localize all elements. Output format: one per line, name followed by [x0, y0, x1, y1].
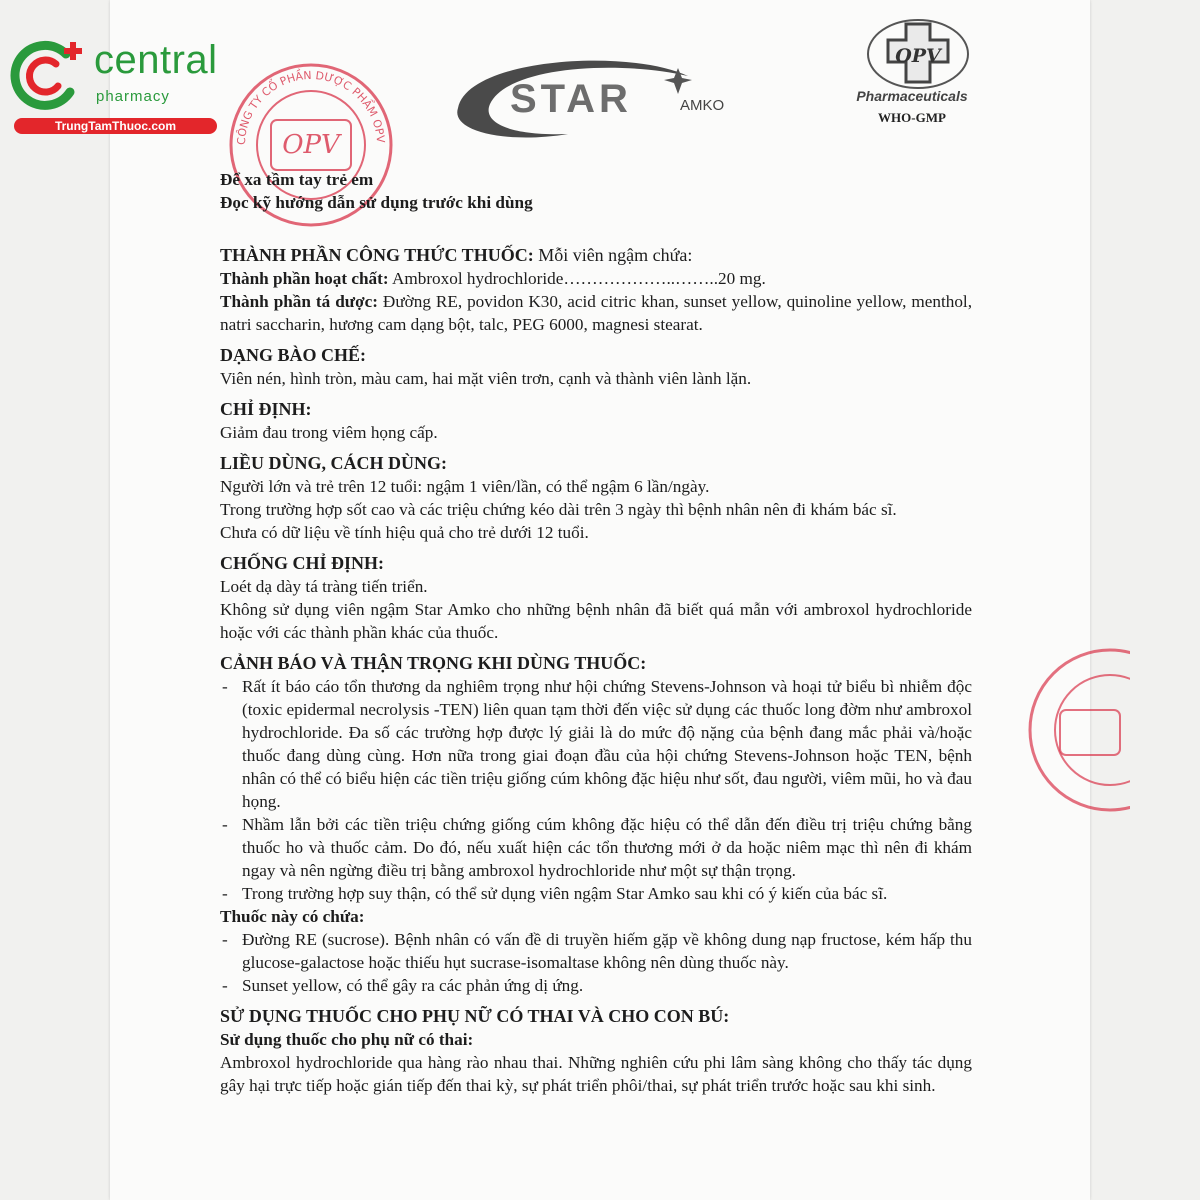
- star-wordmark: STAR: [510, 77, 632, 121]
- leaflet-body: [220, 168, 972, 1097]
- contains-bullet: - Đường RE (sucrose). Bệnh nhân có vấn đề di truyền hiếm gặp về không dung nạp fructose, kém hấp thu glucose-galactose hoặc thiếu hụt sucrase-isomaltase không nên dùng thuốc này.: [220, 928, 972, 974]
- dosage-form-heading: DẠNG BÀO CHẾ:: [220, 345, 367, 365]
- excipients: Thành phần tá dược: Đường RE, povidon K30, acid citric khan, sunset yellow, quinoline yellow, menthol, natri saccharin, hương cam dạng bột, talc, PEG 6000, magnesi stearat.: [220, 292, 972, 334]
- star-amko-logo: [448, 48, 748, 148]
- seal-opv-text: OPV: [282, 130, 340, 160]
- warning-bullet: - Rất ít báo cáo tổn thương da nghiêm trọng như hội chứng Stevens-Johnson và hoại tử biểu bì nhiễm độc (toxic epidermal necrolysis -TEN) liên quan tạm thời đến việc sử dụng các thuốc long đờm như ambroxol hydrochloride. Đa số các trường hợp được lý giải là do mức độ nặng của bệnh đang mắc phải và/hoặc thuốc đang dùng cùng. Hơn nữa trong giai đoạn đầu của hội chứng Stevens-Johnson hoặc TEN, bệnh nhân có thể có biểu hiện các tiền triệu giống cúm không đặc hiệu như sốt, đau người, viêm mũi, ho và đau họng.: [220, 675, 972, 813]
- central-pharmacy-logo: [8, 36, 218, 136]
- brand-name: central: [94, 38, 218, 82]
- warning-bullet: - Trong trường hợp suy thận, có thể sử dụng viên ngậm Star Amko sau khi có ý kiến của bác sĩ.: [220, 882, 972, 905]
- pregnancy-subheading: Sử dụng thuốc cho phụ nữ có thai:: [220, 1030, 474, 1049]
- active-ingredient: Thành phần hoạt chất: Ambroxol hydrochloride………………..……..20 mg.: [220, 269, 766, 288]
- manufacturer-label: Pharmaceuticals: [856, 88, 968, 104]
- dosage-line: Trong trường hợp sốt cao và các triệu chứng kéo dài trên 3 ngày thì bệnh nhân nên đi khám bác sĩ.: [220, 500, 897, 519]
- pregnancy-text: Ambroxol hydrochloride qua hàng rào nhau thai. Những nghiên cứu phi lâm sàng không cho thấy tác dụng gây hại trực tiếp hoặc gián tiếp đến thai kỳ, sự phát triển phôi/thai, sự phát triển trước hoặc sau khi sinh.: [220, 1053, 972, 1095]
- warnings-heading: CẢNH BÁO VÀ THẬN TRỌNG KHI DÙNG THUỐC:: [220, 653, 647, 673]
- brand-subtitle: pharmacy: [96, 88, 170, 105]
- indication-heading: CHỈ ĐỊNH:: [220, 399, 312, 419]
- contraindication-heading: CHỐNG CHỈ ĐỊNH:: [220, 553, 385, 573]
- dosage-form-text: Viên nén, hình tròn, màu cam, hai mặt viên trơn, cạnh và thành viên lành lặn.: [220, 369, 752, 388]
- company-seal-stamp-partial-icon: [1020, 640, 1130, 820]
- dosage-heading: LIỀU DÙNG, CÁCH DÙNG:: [220, 453, 448, 473]
- opv-mark-text: OPV: [895, 45, 941, 67]
- warning-line-2: Đọc kỹ hướng dẫn sử dụng trước khi dùng: [220, 193, 533, 212]
- dosage-line: Người lớn và trẻ trên 12 tuổi: ngậm 1 viên/lần, có thể ngậm 6 lần/ngày.: [220, 477, 710, 496]
- contraindication-line: Loét dạ dày tá tràng tiến triển.: [220, 577, 428, 596]
- contains-bullet: - Sunset yellow, có thể gây ra các phản ứng dị ứng.: [220, 974, 972, 997]
- central-pharmacy-mark-icon: [8, 36, 94, 116]
- pregnancy-heading: SỬ DỤNG THUỐC CHO PHỤ NỮ CÓ THAI VÀ CHO CON BÚ:: [220, 1006, 730, 1026]
- contains-heading: Thuốc này có chứa:: [220, 907, 365, 926]
- star-swoosh-icon: [448, 48, 748, 148]
- warning-bullet: - Nhầm lẫn bởi các tiền triệu chứng giống cúm không đặc hiệu có thể dẫn đến điều trị triệu chứng bằng thuốc ho và thuốc cảm. Do đó, nếu xuất hiện các tổn thương mới ở da hoặc niêm mạc thì nên đi khám ngay và nên ngừng điều trị bằng ambroxol hydrochloride như một sự thận trọng.: [220, 813, 972, 882]
- seal-ring-text: CÔNG TY CỔ PHẦN DƯỢC PHẨM OPV: [234, 68, 388, 146]
- contraindication-line: Không sử dụng viên ngậm Star Amko cho những bệnh nhân đã biết quá mẫn với ambroxol hydrochloride hoặc với các thành phần khác của thuốc.: [220, 600, 972, 642]
- dosage-line: Chưa có dữ liệu về tính hiệu quả cho trẻ dưới 12 tuổi.: [220, 523, 589, 542]
- warning-line-1: Để xa tầm tay trẻ em: [220, 170, 374, 189]
- site-badge: TrungTamThuoc.com: [14, 118, 217, 134]
- certification-label: WHO-GMP: [878, 110, 946, 125]
- indication-text: Giảm đau trong viêm họng cấp.: [220, 423, 438, 442]
- composition-heading: THÀNH PHẦN CÔNG THỨC THUỐC: Mỗi viên ngậm chứa:: [220, 245, 693, 265]
- amko-wordmark: AMKO: [680, 97, 725, 114]
